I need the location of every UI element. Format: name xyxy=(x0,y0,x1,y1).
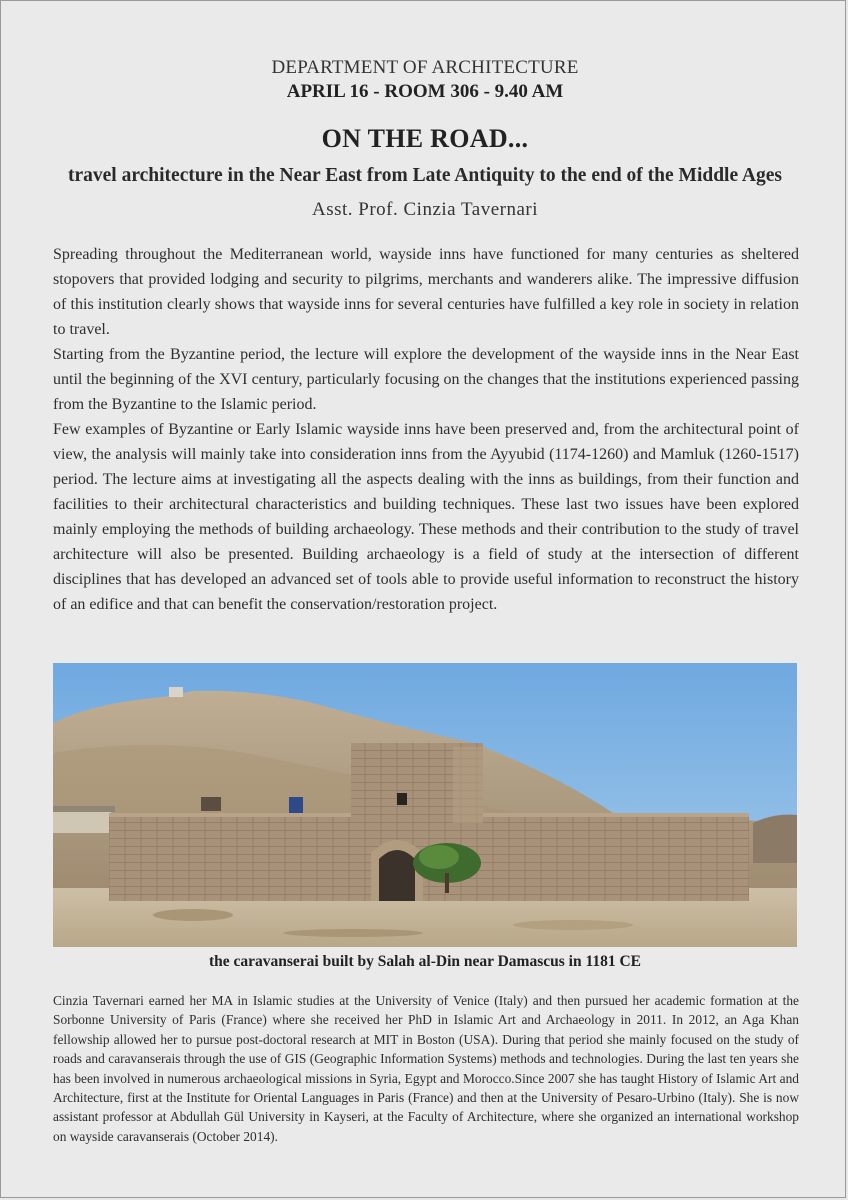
speaker-name: Asst. Prof. Cinzia Tavernari xyxy=(311,199,539,220)
lecture-title: ON THE ROAD... xyxy=(321,124,529,153)
lecture-abstract xyxy=(53,242,799,617)
abstract-paragraph: Few examples of Byzantine or Early Islamic wayside inns have been preserved and, from the architectural point of view, the analysis will mainly take into consideration inns from the Ayyubid (1174-1260) and Mamluk (1260-1517) period. The lecture aims at investigating all the aspects dealing with the inns as buildings, from their function and facilities to their architectural characteristics and building techniques. These last two issues have been explored mainly employing the methods of building archaeology. These methods and their contribution to the study of travel architecture will also be presented. Building archaeology is a field of study at the intersection of different disciplines that has developed an advanced set of tools able to provide useful information to reconstruct the history of an edifice and that can benefit the conservation/restoration project. xyxy=(53,421,799,613)
lecture-subtitle: travel architecture in the Near East from Late Antiquity to the end of the Middle Ages xyxy=(67,165,783,186)
abstract-paragraph: Starting from the Byzantine period, the lecture will explore the development of the wayside inns in the Near East until the beginning of the XVI century, particularly focusing on the changes that the institutions experienced passing from the Byzantine to the Islamic period. xyxy=(53,346,799,413)
department-name: DEPARTMENT OF ARCHITECTURE xyxy=(271,57,579,78)
abstract-paragraph: Spreading throughout the Mediterranean world, wayside inns have functioned for many centuries as sheltered stopovers that provided lodging and security to pilgrims, merchants and wanderers alike. The impressive diffusion of this institution clearly shows that wayside inns for several centuries have fulfilled a key role in society in relation to travel. xyxy=(53,246,799,338)
photo-caption: the caravanserai built by Salah al-Din near Damascus in 1181 CE xyxy=(208,953,642,970)
event-date-room-time: APRIL 16 - ROOM 306 - 9.40 AM xyxy=(286,81,564,102)
speaker-biography: Cinzia Tavernari earned her MA in Islamic studies at the University of Venice (Italy) and then pursued her academic formation at the Sorbonne University of Paris (France) where she received her PhD in Islamic Art and Archaeology in 2011. In 2012, an Aga Khan fellowship allowed her to pursue post-doctoral research at MIT in Boston (USA). During that period she mainly focused on the study of roads and caravanserais through the use of GIS (Geographic Information Systems) methods and technologies. During the last ten years she has been involved in numerous archaeological missions in Syria, Egypt and Morocco.Since 2007 she has taught History of Islamic Art and Architecture, first at the Institute for Oriental Languages in Paris (France) and then at the University of Pesaro-Urbino (Italy). She is now assistant professor at Abdullah Gül University in Kayseri, at the Faculty of Architecture, where she organized an international workshop on wayside caravanserais (October 2014). xyxy=(53,993,799,1144)
caravanserai-photo xyxy=(53,663,797,947)
